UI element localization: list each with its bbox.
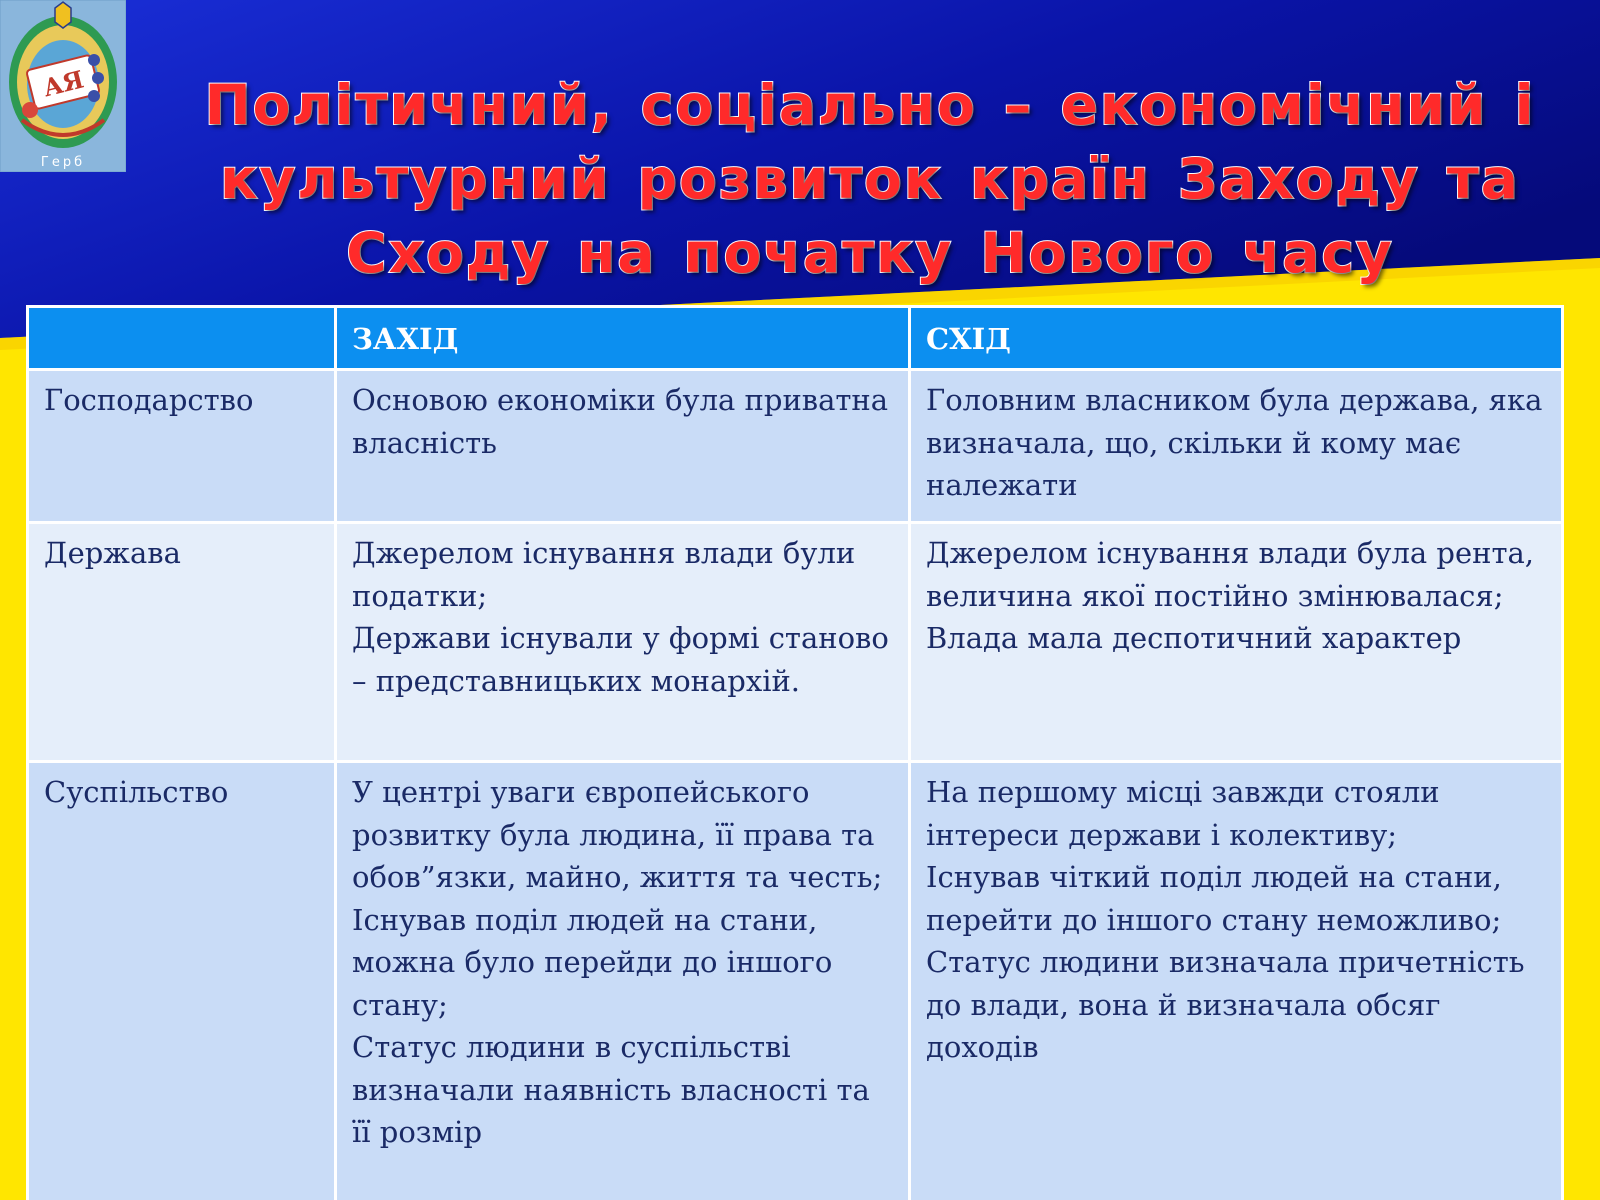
header-empty-cell — [28, 307, 336, 370]
table-row — [28, 370, 1563, 523]
slide-title: Політичний, соціально – економічний і культурний розвиток країн Заходу та Сходу на початку Нового часу — [204, 73, 1536, 285]
emblem-caption: Герб — [40, 155, 86, 170]
east-cell: Головним власником була держава, яка визначала, що, скільки й кому має належати — [910, 370, 1563, 523]
header-west: ЗАХІД — [336, 307, 910, 370]
west-cell: У центрі уваги європейського розвитку була людина, її права та обов”язки, майно, життя та честь; Існував поділ людей на стани, можна було перейди до іншого стану; Статус людини в суспільстві визначали наявність власності та її розмір — [336, 762, 910, 1200]
comparison-table — [26, 305, 1564, 1200]
table-header-row — [28, 307, 1563, 370]
school-emblem-icon — [0, 0, 126, 172]
school-emblem — [0, 0, 126, 172]
header-east: СХІД — [910, 307, 1563, 370]
west-cell: Джерелом існування влади були податки; Держави існували у формі станово – представницьких монархій. — [336, 523, 910, 762]
west-cell: Основою економіки була приватна власність — [336, 370, 910, 523]
table-row — [28, 762, 1563, 1200]
east-cell: На першому місці завжди стояли інтереси держави і колективу; Існував чіткий поділ людей на стани, перейти до іншого стану неможливо; Статус людини визначала причетність до влади, вона й визначала обсяг доходів — [910, 762, 1563, 1200]
row-label-economy: Господарство — [28, 370, 336, 523]
table-row — [28, 523, 1563, 762]
row-label-state: Держава — [28, 523, 336, 762]
emblem-center-text: АЯ — [40, 64, 87, 103]
row-label-society: Суспільство — [28, 762, 336, 1200]
east-cell: Джерелом існування влади була рента, величина якої постійно змінювалася; Влада мала деспотичний характер — [910, 523, 1563, 762]
